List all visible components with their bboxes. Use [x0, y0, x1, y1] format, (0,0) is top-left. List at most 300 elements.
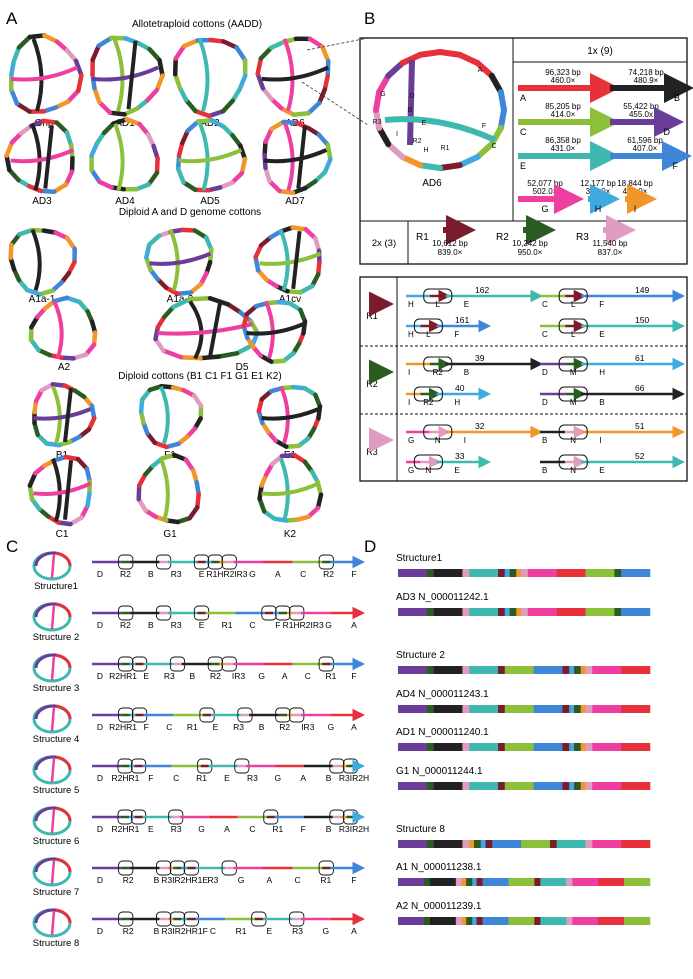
bar-segment-R1: [562, 782, 569, 790]
genome-label-AD6: AD6: [285, 118, 305, 129]
bar-segment-B: [434, 569, 463, 577]
structure-segment-label: R2: [119, 569, 131, 579]
bar-segment-R1: [498, 743, 505, 751]
ring-segment: [176, 46, 185, 59]
inner-chord: [115, 124, 123, 191]
repeat-name-R2: R2: [496, 232, 509, 243]
bar-segment-R2: [574, 782, 581, 790]
bar-segment-A: [621, 840, 650, 848]
ad6-segment-label: R2: [412, 138, 422, 145]
bar-label: Structure1: [396, 553, 443, 564]
bar-segment-C: [508, 917, 534, 925]
junction-letter-mid: L: [426, 330, 431, 339]
junction-letter-mid: N: [425, 466, 432, 475]
junction-count: 51: [635, 421, 645, 431]
contig-bp-C: 85,205 bp: [545, 102, 581, 111]
structure-segment-label: R3IR2HR1F: [161, 926, 208, 936]
bar-segment-H: [481, 840, 486, 848]
bar-segment-E: [469, 666, 498, 674]
panel-c-letter: C: [6, 537, 19, 556]
structure-segment-label: D: [96, 824, 104, 834]
genome-label-F1: F1: [164, 450, 176, 461]
genome-map-A2: [31, 298, 95, 359]
bar-segment-E: [540, 878, 566, 886]
bar-segment-R1: [562, 743, 569, 751]
title-allotetraploid: Allotetraploid cottons (AADD): [131, 19, 263, 30]
junction-letter-mid: R2: [423, 398, 434, 407]
bar-segment-R2: [427, 608, 434, 616]
inner-chord: [92, 67, 159, 79]
title-diploid-others: Diploid cottons (B1 C1 F1 G1 E1 K2): [118, 371, 282, 382]
structure-segment-label: A: [281, 671, 288, 681]
junction-letter-right: E: [599, 330, 605, 339]
structure-row: [33, 757, 369, 796]
bar-segment-F: [483, 917, 509, 925]
structure-segment-label: F: [300, 824, 306, 834]
inner-chord: [161, 387, 168, 444]
genome-label-AD5: AD5: [200, 196, 220, 207]
bar-segment-R1: [562, 705, 569, 713]
contig-label-C: C: [520, 127, 527, 137]
structure-segment-label: B: [147, 620, 154, 630]
genome-map-A1a-1: [11, 230, 75, 295]
ring-segment: [190, 507, 198, 518]
bar-segment-G: [572, 878, 598, 886]
genome-map-B1: [34, 384, 95, 445]
genome-label-C1: C1: [55, 529, 69, 540]
junction-group-label-R3: R3: [366, 447, 378, 457]
structure-segment-label: F: [143, 722, 149, 732]
ring-segment: [148, 90, 157, 100]
inner-chord: [150, 254, 211, 264]
structure-segment-label: R3: [163, 671, 175, 681]
ring-segment: [318, 407, 320, 419]
contig-bp-G: 52,077 bp: [527, 179, 563, 188]
genome-label-A2: A2: [57, 362, 71, 373]
structure-segment-label: D: [96, 569, 104, 579]
bar-segment-F: [534, 782, 563, 790]
structure-segment-label: R1HR2IR3: [282, 620, 324, 630]
junction-count: 40: [455, 383, 465, 393]
structure-thumb-arc: [56, 553, 70, 566]
bar-segment-E: [469, 743, 498, 751]
bar-segment-R2: [614, 569, 621, 577]
structure-segment-label: R2: [279, 722, 291, 732]
ad6-segment-label: R3: [372, 119, 382, 126]
bar-segment-A: [557, 608, 586, 616]
structure-segment-label: E: [143, 671, 150, 681]
genome-map-Ghp: [11, 35, 82, 111]
contig-bp-B: 74,218 bp: [628, 68, 664, 77]
ad6-map: [373, 52, 504, 168]
structure-segment-label: G: [237, 875, 245, 885]
structure-segment-label: C: [166, 722, 173, 732]
bar-segment-R2: [474, 840, 481, 848]
bar-segment-R2: [427, 743, 434, 751]
ring-segment: [160, 60, 163, 76]
bar-segment-F: [492, 840, 521, 848]
bar-segment-F: [534, 666, 563, 674]
repeat-cov-R2: 950.0×: [517, 248, 543, 257]
structure-segment-label: R1: [235, 926, 247, 936]
bar-segment-B: [430, 878, 456, 886]
contig-bp-A: 96,323 bp: [545, 68, 581, 77]
bar-segment-R1: [498, 705, 505, 713]
bar-segment-B: [434, 840, 463, 848]
bar-segment-R3: [462, 840, 469, 848]
genome-label-E1: E1: [283, 450, 297, 461]
repeat-bp-R2: 10,242 bp: [512, 239, 548, 248]
junction-reads: [366, 285, 680, 475]
contig-bp-D: 55,422 bp: [623, 102, 659, 111]
ring-segment: [303, 322, 305, 334]
bar-segment-I: [516, 608, 521, 616]
ring-segment: [189, 298, 210, 299]
junction-letter-mid: M: [569, 368, 577, 377]
bar-segment-B: [434, 608, 463, 616]
structure-segment-label: G: [258, 671, 265, 681]
contig-label-H: H: [594, 204, 602, 214]
bar-segment-G: [592, 705, 621, 713]
ring-segment: [271, 232, 281, 238]
ad6-segment-label: C: [491, 143, 497, 150]
structure-segment-label: B: [147, 569, 154, 579]
bar-segment-D: [398, 666, 427, 674]
inner-chord: [285, 124, 293, 191]
genome-map-AD3: [7, 121, 74, 192]
structure-thumb-arc: [56, 808, 70, 821]
bar-segment-R2: [427, 569, 434, 577]
structure-segment-label: R1: [196, 773, 208, 783]
genome-label-G1: G1: [163, 529, 177, 540]
bar-segment-A: [621, 705, 650, 713]
bar-segment-G: [592, 840, 621, 848]
structure-name: Structure1: [34, 581, 78, 592]
alignment-bars: [396, 553, 650, 925]
ring-segment: [178, 169, 183, 182]
panel-b: [302, 9, 687, 481]
contig-cov-I: 475.0×: [622, 187, 648, 196]
inner-chord: [262, 409, 319, 419]
structure-segment-label: R3IR2H: [338, 824, 370, 834]
bar-segment-H: [569, 705, 574, 713]
structure-segment-label: G: [198, 824, 205, 834]
ring-segment: [323, 47, 329, 61]
bar-segment-I: [581, 782, 586, 790]
repeat-table: [416, 230, 628, 257]
junction-letter-right: H: [599, 368, 605, 377]
contig-cov-A: 460.0×: [550, 76, 576, 85]
structure-thumb-chord: [52, 911, 54, 935]
structure-segment-label: R2: [119, 620, 131, 630]
structure-segment-label: F: [148, 773, 154, 783]
bar-segment-C: [521, 840, 550, 848]
structure-segment-label: D: [96, 926, 104, 936]
bar-segment-R2: [614, 608, 621, 616]
bar-segment-H: [569, 782, 574, 790]
ring-segment: [11, 245, 12, 258]
ring-segment: [219, 353, 237, 356]
genome-label-B1: B1: [55, 450, 69, 461]
structure-segment-label: A: [351, 620, 357, 630]
bar-segment-R3: [521, 569, 528, 577]
structure-segment-label: C: [249, 620, 256, 630]
inner-chord: [34, 409, 91, 419]
inner-chord: [200, 124, 208, 191]
contig-cov-F: 407.0×: [632, 144, 658, 153]
contig-label-G: G: [541, 204, 549, 214]
structure-thumb-arc: [56, 757, 70, 770]
structure-segment-label: F: [351, 569, 357, 579]
bar-segment-R2: [427, 782, 434, 790]
contig-label-F: F: [672, 161, 678, 171]
bar-segment-C: [505, 743, 534, 751]
inner-chord: [262, 67, 329, 79]
bar-segment-B: [434, 705, 463, 713]
structure-segment-label: B: [325, 773, 332, 783]
bar-segment-R2: [466, 878, 472, 886]
repeat-name-R3: R3: [576, 232, 589, 243]
panel-b-letter: B: [364, 9, 376, 28]
structure-segment-label: C: [209, 926, 216, 936]
structure-thumb-chord: [52, 860, 54, 884]
bar-label: AD4 N_000011243.1: [396, 689, 489, 700]
ring-segment: [99, 102, 110, 113]
structure-name: Structure 2: [32, 632, 80, 643]
junction-letter-right: F: [599, 300, 605, 309]
bar-segment-H: [505, 569, 510, 577]
structure-segment-label: F: [351, 875, 357, 885]
genome-label-AD2: AD2: [200, 118, 220, 129]
genome-map-AD6: [258, 39, 329, 115]
structure-segment-label: G: [325, 620, 332, 630]
bar-segment-D: [398, 608, 427, 616]
ring-segment: [93, 46, 99, 60]
bar-segment-F: [534, 743, 563, 751]
ring-segment: [228, 304, 241, 312]
structure-segment-label: R3: [246, 773, 258, 783]
structure-name: Structure 3: [32, 683, 80, 694]
structure-row: [33, 910, 360, 949]
bar-segment-C: [624, 917, 650, 925]
genome-label-AD3: AD3: [32, 196, 52, 207]
contig-bp-H: 12,177 bp: [580, 179, 616, 188]
ring-segment: [75, 391, 84, 397]
header-1x: 1x (9): [587, 46, 613, 57]
repeat-cov-R3: 837.0×: [597, 248, 623, 257]
bar-segment-I: [462, 878, 467, 886]
inner-chord: [281, 459, 288, 522]
structure-segment-label: G: [327, 722, 335, 732]
ring-segment: [78, 75, 81, 91]
structure-segment-label: R1HR2IR3: [206, 569, 248, 579]
structure-segment-label: E: [147, 824, 154, 834]
bar-segment-E: [540, 917, 566, 925]
bar-segment-E: [469, 705, 498, 713]
structure-segment-label: D: [96, 620, 104, 630]
bar-segment-F: [621, 608, 650, 616]
bar-segment-C: [508, 878, 534, 886]
genome-map-F1: [141, 386, 201, 447]
bar-segment-R3: [566, 878, 572, 886]
bar-segment-R1: [534, 878, 540, 886]
bar-segment-R3: [462, 743, 469, 751]
bar-segment-G: [528, 569, 557, 577]
structure-segment-label: G: [249, 569, 256, 579]
genome-map-K2: [260, 455, 321, 521]
bar-segment-R3: [586, 840, 593, 848]
bar-segment-R2: [510, 569, 517, 577]
ring-segment: [194, 396, 201, 406]
structure-thumb-chord: [52, 554, 54, 578]
structure-segment-label: IR3: [231, 671, 246, 681]
bar-segment-F: [534, 705, 563, 713]
structure-segment-label: R2: [122, 875, 134, 885]
structure-segment-label: C: [300, 569, 307, 579]
structure-segment-label: E: [266, 926, 273, 936]
bar-segment-C: [586, 569, 615, 577]
repeat-bp-R3: 11,540 bp: [592, 239, 628, 248]
bar-segment-A: [621, 743, 650, 751]
junction-letter-mid: L: [435, 300, 440, 309]
bar-segment-I: [581, 666, 586, 674]
bar-segment-B: [434, 782, 463, 790]
genome-map-C1: [30, 457, 91, 524]
structure-segment-label: R2: [122, 926, 134, 936]
contig-cov-H: 342.0×: [585, 187, 611, 196]
repeat-bp-R1: 10,612 bp: [432, 239, 468, 248]
structure-thumb-chord: [52, 809, 54, 833]
inner-chord: [264, 150, 327, 161]
panel-a-letter: A: [6, 9, 18, 28]
inner-chord: [262, 483, 319, 494]
structure-segment-label: R3: [170, 824, 182, 834]
bar-segment-B: [434, 743, 463, 751]
structure-thumb-chord: [52, 707, 54, 731]
structure-segment-label: R1: [320, 875, 332, 885]
structure-segment-label: B: [258, 722, 265, 732]
structure-segment-label: F: [351, 671, 357, 681]
structure-thumb-arc: [56, 706, 70, 719]
structure-segment-label: B: [153, 926, 160, 936]
bar-segment-H: [569, 743, 574, 751]
structure-segment-label: F: [275, 620, 281, 630]
junction-letter-left: B: [542, 466, 548, 475]
junction-letter-right: E: [454, 466, 460, 475]
structure-segment-label: A: [300, 773, 307, 783]
junction-letter-left: I: [408, 398, 411, 407]
contig-bp-I: 18,844 bp: [617, 179, 653, 188]
bar-segment-R2: [427, 666, 434, 674]
bar-segment-F: [621, 569, 650, 577]
structure-segment-label: R3IR2H: [338, 773, 370, 783]
structure-segment-label: D: [96, 875, 104, 885]
ring-segment: [149, 236, 159, 245]
ring-segment: [223, 101, 233, 112]
structure-segment-label: G: [322, 926, 330, 936]
bar-segment-R3: [462, 666, 469, 674]
junction-letter-left: D: [542, 368, 548, 377]
bar-segment-H: [569, 666, 574, 674]
junction-letter-mid: N: [570, 466, 577, 475]
bar-segment-R3: [586, 782, 593, 790]
structure-name: Structure 6: [32, 836, 80, 847]
bar-segment-R3: [456, 878, 462, 886]
structure-segment-label: R1: [272, 824, 284, 834]
ad6-segment-label: E: [421, 120, 427, 127]
inner-chord: [179, 150, 242, 161]
junction-letter-mid: R2: [432, 368, 443, 377]
bar-label: AD3 N_000011242.1: [396, 592, 489, 603]
genome-label-A1cv: A1cv: [278, 294, 302, 305]
structure-thumb-chord: [52, 758, 54, 782]
junction-count: 61: [635, 353, 645, 363]
inner-chord: [200, 39, 208, 111]
bar-label: G1 N_000011244.1: [396, 766, 483, 777]
genome-label-K2: K2: [283, 529, 297, 540]
ad6-ring-segment: [420, 52, 440, 55]
structure-segment-label: R1: [325, 671, 337, 681]
bar-segment-D: [398, 878, 424, 886]
junction-letter-left: G: [408, 436, 415, 445]
structure-segment-label: D: [96, 773, 104, 783]
bar-segment-I: [581, 705, 586, 713]
inner-chord: [11, 150, 74, 161]
structure-thumb-arc: [56, 655, 70, 668]
bar-segment-R2: [466, 917, 472, 925]
junction-letter-mid: L: [570, 330, 576, 339]
ring-segment: [175, 59, 176, 75]
genome-map-AD4: [92, 119, 158, 190]
genome-label-AD1: AD1: [115, 118, 135, 129]
structure-segment-label: A: [351, 722, 357, 732]
bar-segment-R1: [477, 878, 483, 886]
ad6-segment-label: G: [380, 91, 386, 98]
structure-segment-label: R3: [292, 926, 303, 936]
inner-chord: [32, 230, 39, 291]
junction-letter-mid: N: [570, 436, 577, 445]
structure-row: [34, 553, 360, 592]
ad6-segment-label: R1: [440, 145, 450, 152]
bar-segment-G: [592, 666, 621, 674]
junction-letter-mid: M: [569, 398, 577, 407]
junction-letter-right: B: [463, 368, 470, 377]
ad6-segment-label: I: [396, 131, 398, 138]
junction-letter-left: G: [408, 466, 415, 475]
structure-segment-label: R3: [207, 875, 219, 885]
contig-label-I: I: [633, 204, 637, 214]
bar-segment-E: [469, 782, 498, 790]
bar-segment-R1: [562, 666, 569, 674]
bar-segment-E: [469, 569, 498, 577]
bar-segment-A: [598, 878, 624, 886]
panel-d: [364, 537, 650, 925]
panel-d-letter: D: [364, 537, 377, 556]
inner-chord: [54, 302, 61, 359]
junction-count: 32: [475, 421, 485, 431]
ring-segment: [163, 351, 181, 358]
inner-chord: [32, 124, 40, 191]
genome-map-E1: [259, 387, 320, 447]
contig-label-B: B: [673, 93, 680, 103]
structure-thumb-arc: [56, 859, 70, 872]
inner-chord: [170, 230, 177, 291]
genome-map-D5-right: [244, 302, 305, 362]
bar-label: AD1 N_000011240.1: [396, 727, 489, 738]
junction-letter-left: B: [542, 436, 548, 445]
structure-segment-label: C: [304, 671, 311, 681]
bar-segment-R2: [427, 840, 434, 848]
